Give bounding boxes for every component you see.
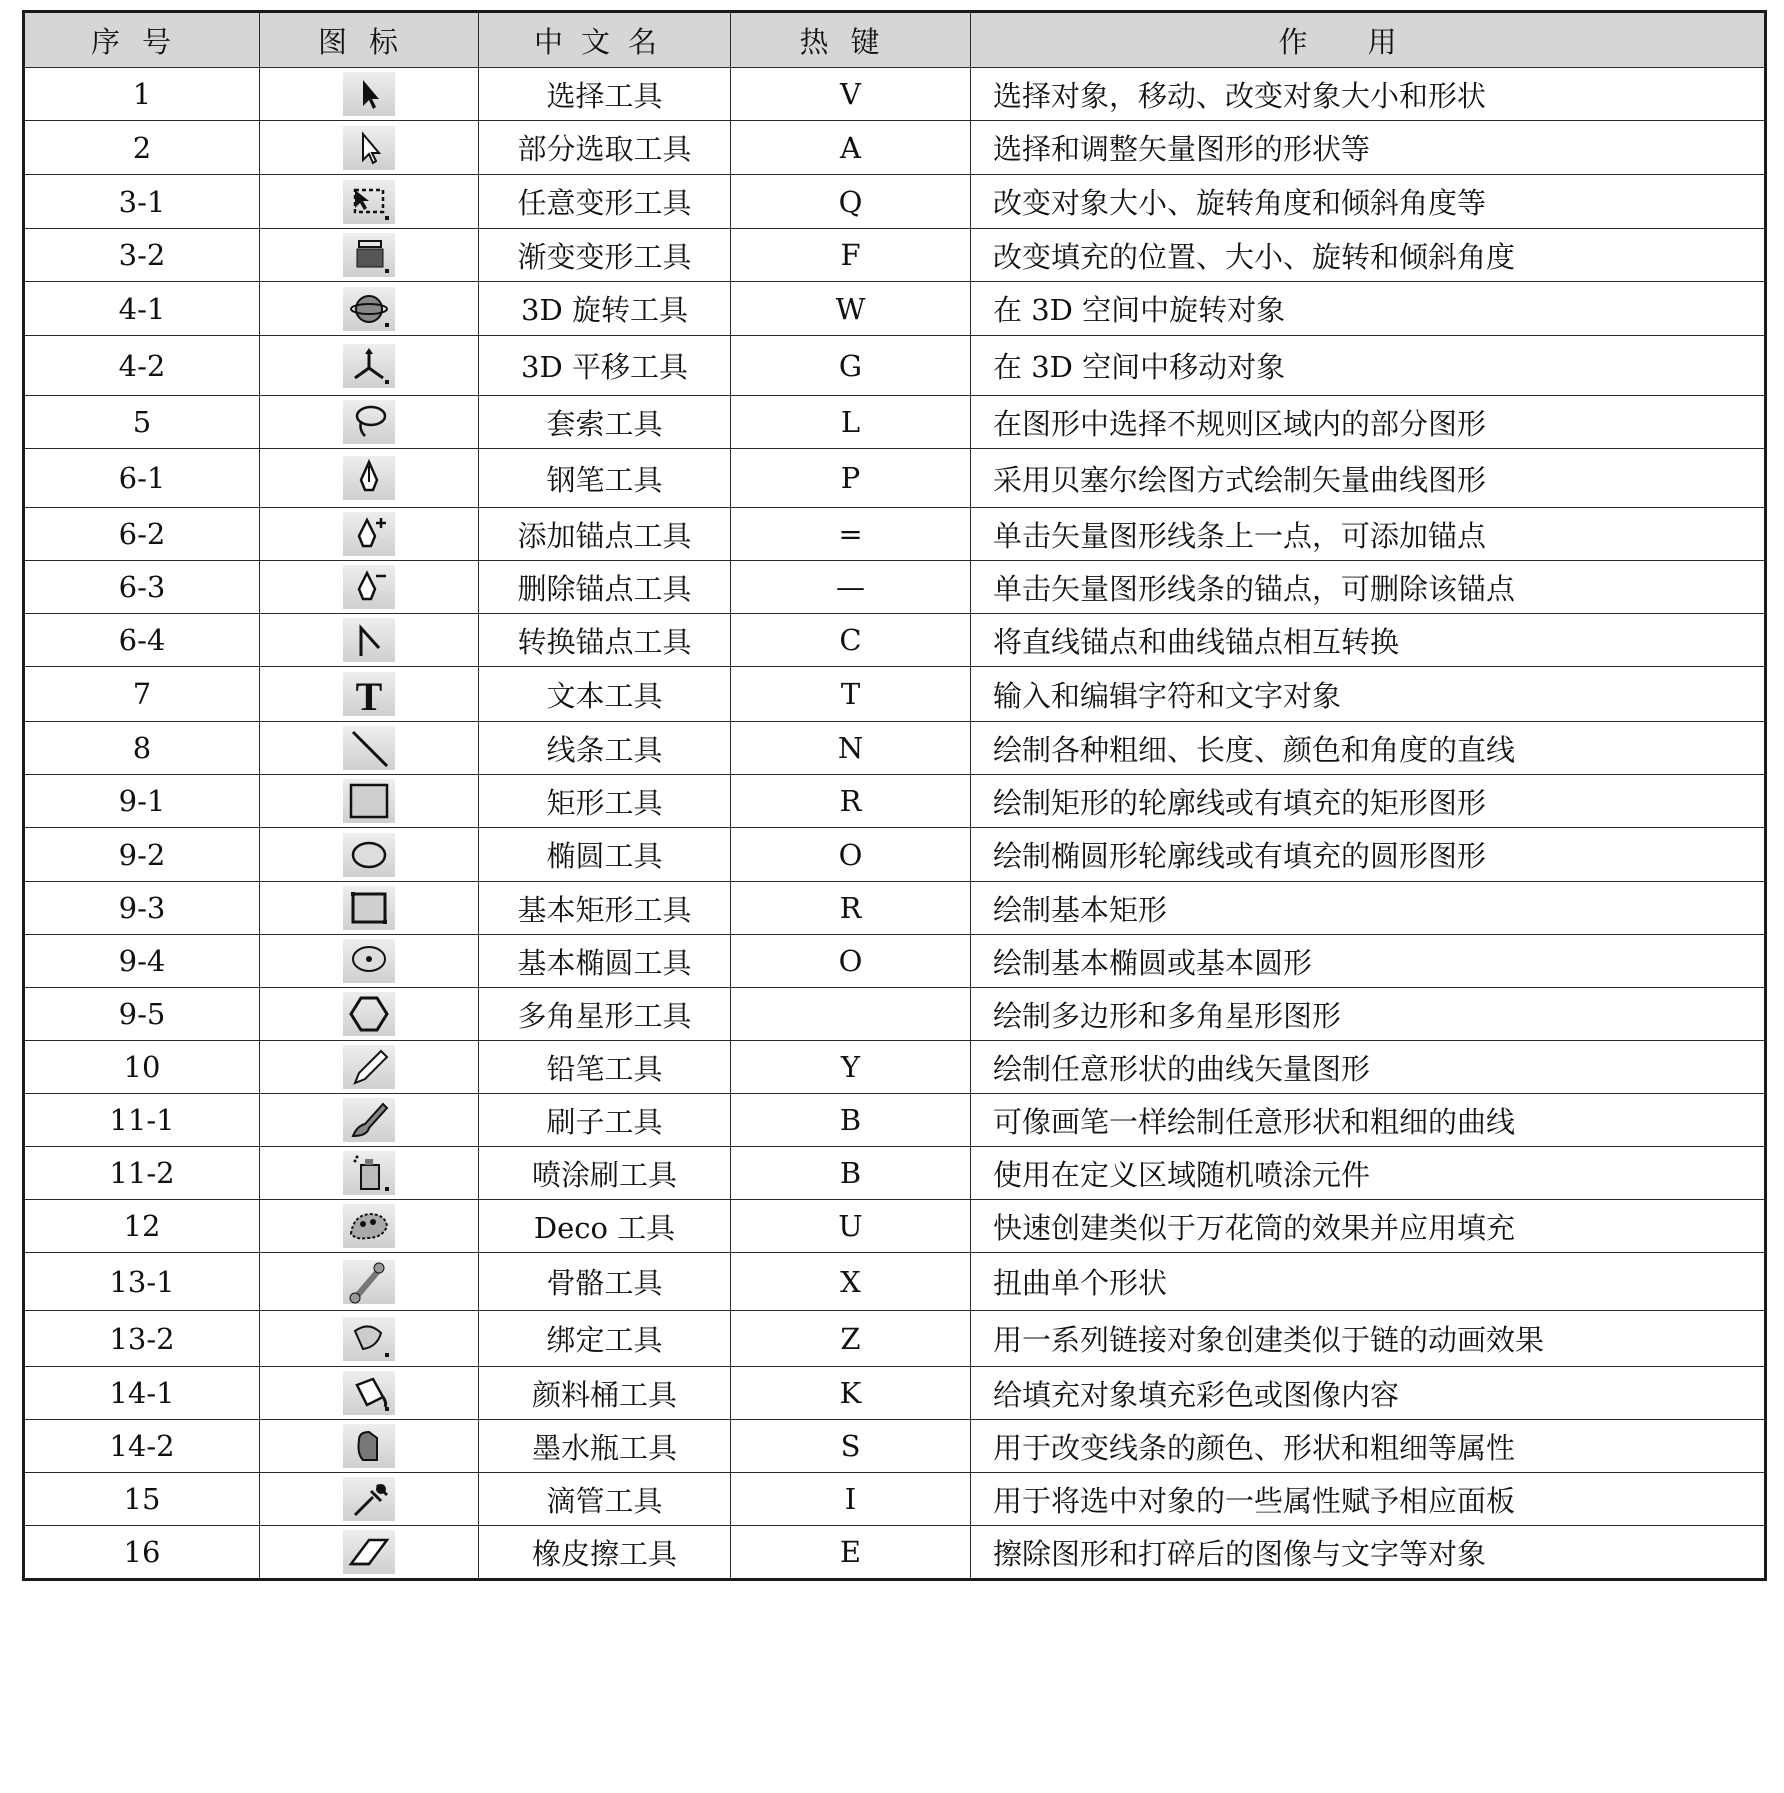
cell-tool-name: 钢笔工具 xyxy=(479,449,731,508)
cell-description: 用一系列链接对象创建类似于链的动画效果 xyxy=(971,1311,1766,1367)
cell-icon xyxy=(260,229,479,282)
cell-icon xyxy=(260,1367,479,1420)
cell-tool-name: 矩形工具 xyxy=(479,775,731,828)
cell-description: 改变对象大小、旋转角度和倾斜角度等 xyxy=(971,175,1766,229)
cell-number: 2 xyxy=(24,121,260,175)
table-row xyxy=(24,775,1766,828)
cell-hotkey: S xyxy=(731,1420,971,1473)
cell-tool-name: 删除锚点工具 xyxy=(479,561,731,614)
cell-icon xyxy=(260,935,479,988)
cell-icon xyxy=(260,722,479,775)
cell-tool-name: 墨水瓶工具 xyxy=(479,1420,731,1473)
cell-number: 11-2 xyxy=(24,1147,260,1200)
header-name: 中文名 xyxy=(479,12,731,68)
cell-number: 14-1 xyxy=(24,1367,260,1420)
3d-rotation-tool-icon xyxy=(343,287,395,331)
cell-tool-name: 3D 平移工具 xyxy=(479,336,731,396)
cell-hotkey: B xyxy=(731,1147,971,1200)
cell-number: 5 xyxy=(24,396,260,449)
cell-hotkey: C xyxy=(731,614,971,667)
cell-description: 绘制多边形和多角星形图形 xyxy=(971,988,1766,1041)
svg-text:T: T xyxy=(355,674,383,716)
cell-hotkey: L xyxy=(731,396,971,449)
cell-tool-name: 线条工具 xyxy=(479,722,731,775)
cell-description: 绘制基本矩形 xyxy=(971,882,1766,935)
table-row xyxy=(24,1420,1766,1473)
lasso-tool-icon xyxy=(343,400,395,444)
cell-icon xyxy=(260,988,479,1041)
table-row xyxy=(24,1094,1766,1147)
cell-description: 绘制任意形状的曲线矢量图形 xyxy=(971,1041,1766,1094)
table-row xyxy=(24,1473,1766,1526)
cell-icon xyxy=(260,396,479,449)
table-row xyxy=(24,722,1766,775)
cell-icon xyxy=(260,1041,479,1094)
bind-tool-icon xyxy=(343,1317,395,1361)
cell-icon xyxy=(260,1200,479,1253)
table-row xyxy=(24,68,1766,121)
cell-description: 改变填充的位置、大小、旋转和倾斜角度 xyxy=(971,229,1766,282)
cell-description: 快速创建类似于万花筒的效果并应用填充 xyxy=(971,1200,1766,1253)
cell-hotkey: R xyxy=(731,775,971,828)
cell-hotkey: X xyxy=(731,1253,971,1311)
table-row xyxy=(24,508,1766,561)
cell-hotkey: W xyxy=(731,282,971,336)
cell-tool-name: 椭圆工具 xyxy=(479,828,731,882)
header-hotkey: 热键 xyxy=(731,12,971,68)
paint-bucket-tool-icon xyxy=(343,1371,395,1415)
cell-description: 用于将选中对象的一些属性赋予相应面板 xyxy=(971,1473,1766,1526)
table-row xyxy=(24,882,1766,935)
cell-number: 6-4 xyxy=(24,614,260,667)
cell-tool-name: 选择工具 xyxy=(479,68,731,121)
cell-number: 9-5 xyxy=(24,988,260,1041)
table-row xyxy=(24,282,1766,336)
header-icon: 图标 xyxy=(260,12,479,68)
subselection-tool-icon xyxy=(343,126,395,170)
cell-number: 4-2 xyxy=(24,336,260,396)
cell-hotkey xyxy=(731,988,971,1041)
oval-tool-icon xyxy=(343,833,395,877)
cell-number: 3-1 xyxy=(24,175,260,229)
cell-icon xyxy=(260,561,479,614)
cell-icon xyxy=(260,667,479,722)
cell-description: 输入和编辑字符和文字对象 xyxy=(971,667,1766,722)
cell-description: 将直线锚点和曲线锚点相互转换 xyxy=(971,614,1766,667)
cell-icon xyxy=(260,121,479,175)
free-transform-tool-icon xyxy=(343,180,395,224)
header-row xyxy=(24,12,1766,68)
cell-tool-name: 滴管工具 xyxy=(479,1473,731,1526)
cell-tool-name: 基本椭圆工具 xyxy=(479,935,731,988)
bone-tool-icon xyxy=(343,1260,395,1304)
tools-table xyxy=(22,10,1767,1581)
cell-number: 7 xyxy=(24,667,260,722)
cell-number: 9-1 xyxy=(24,775,260,828)
cell-tool-name: 任意变形工具 xyxy=(479,175,731,229)
cell-icon xyxy=(260,1473,479,1526)
cell-icon xyxy=(260,1526,479,1580)
delete-anchor-point-tool-icon xyxy=(343,565,395,609)
table-row xyxy=(24,1367,1766,1420)
cell-hotkey: R xyxy=(731,882,971,935)
cell-number: 9-2 xyxy=(24,828,260,882)
table-row xyxy=(24,449,1766,508)
cell-description: 单击矢量图形线条的锚点，可删除该锚点 xyxy=(971,561,1766,614)
selection-tool-icon xyxy=(343,72,395,116)
convert-anchor-point-tool-icon xyxy=(343,618,395,662)
cell-description: 绘制各种粗细、长度、颜色和角度的直线 xyxy=(971,722,1766,775)
cell-hotkey: Q xyxy=(731,175,971,229)
cell-icon xyxy=(260,828,479,882)
cell-hotkey: Z xyxy=(731,1311,971,1367)
polystar-tool-icon xyxy=(343,992,395,1036)
cell-number: 13-1 xyxy=(24,1253,260,1311)
cell-description: 绘制椭圆形轮廓线或有填充的圆形图形 xyxy=(971,828,1766,882)
cell-description: 用于改变线条的颜色、形状和粗细等属性 xyxy=(971,1420,1766,1473)
cell-tool-name: 绑定工具 xyxy=(479,1311,731,1367)
text-tool-icon xyxy=(343,672,395,716)
cell-number: 12 xyxy=(24,1200,260,1253)
header-description: 作用 xyxy=(971,12,1766,68)
table-row xyxy=(24,667,1766,722)
cell-tool-name: 多角星形工具 xyxy=(479,988,731,1041)
cell-number: 6-2 xyxy=(24,508,260,561)
cell-description: 给填充对象填充彩色或图像内容 xyxy=(971,1367,1766,1420)
cell-number: 16 xyxy=(24,1526,260,1580)
deco-tool-icon xyxy=(343,1204,395,1248)
cell-description: 使用在定义区域随机喷涂元件 xyxy=(971,1147,1766,1200)
cell-number: 6-1 xyxy=(24,449,260,508)
table-row xyxy=(24,828,1766,882)
cell-hotkey: I xyxy=(731,1473,971,1526)
table-row xyxy=(24,1253,1766,1311)
cell-tool-name: 刷子工具 xyxy=(479,1094,731,1147)
gradient-transform-tool-icon xyxy=(343,233,395,277)
eraser-tool-icon xyxy=(343,1530,395,1574)
cell-tool-name: 基本矩形工具 xyxy=(479,882,731,935)
cell-tool-name: 渐变变形工具 xyxy=(479,229,731,282)
cell-hotkey: G xyxy=(731,336,971,396)
cell-description: 在图形中选择不规则区域内的部分图形 xyxy=(971,396,1766,449)
cell-tool-name: 橡皮擦工具 xyxy=(479,1526,731,1580)
table-row xyxy=(24,175,1766,229)
cell-number: 14-2 xyxy=(24,1420,260,1473)
table-body xyxy=(24,68,1766,1580)
table-row xyxy=(24,121,1766,175)
table-row xyxy=(24,1147,1766,1200)
table-row xyxy=(24,935,1766,988)
cell-tool-name: 套索工具 xyxy=(479,396,731,449)
cell-hotkey: F xyxy=(731,229,971,282)
cell-number: 13-2 xyxy=(24,1311,260,1367)
cell-icon xyxy=(260,882,479,935)
rectangle-tool-icon xyxy=(343,779,395,823)
cell-hotkey: — xyxy=(731,561,971,614)
cell-hotkey: N xyxy=(731,722,971,775)
cell-number: 9-4 xyxy=(24,935,260,988)
cell-number: 4-1 xyxy=(24,282,260,336)
cell-description: 在 3D 空间中移动对象 xyxy=(971,336,1766,396)
tool-table-container xyxy=(22,10,1764,1581)
cell-icon xyxy=(260,1147,479,1200)
table-row xyxy=(24,1041,1766,1094)
cell-description: 可像画笔一样绘制任意形状和粗细的曲线 xyxy=(971,1094,1766,1147)
cell-icon xyxy=(260,1420,479,1473)
cell-tool-name: 铅笔工具 xyxy=(479,1041,731,1094)
cell-tool-name: 转换锚点工具 xyxy=(479,614,731,667)
table-row xyxy=(24,336,1766,396)
cell-hotkey: A xyxy=(731,121,971,175)
cell-description: 采用贝塞尔绘图方式绘制矢量曲线图形 xyxy=(971,449,1766,508)
cell-tool-name: 骨骼工具 xyxy=(479,1253,731,1311)
table-row xyxy=(24,396,1766,449)
cell-hotkey: E xyxy=(731,1526,971,1580)
cell-number: 10 xyxy=(24,1041,260,1094)
table-row xyxy=(24,229,1766,282)
table-row xyxy=(24,1311,1766,1367)
pen-tool-icon xyxy=(343,456,395,500)
cell-number: 3-2 xyxy=(24,229,260,282)
cell-tool-name: 文本工具 xyxy=(479,667,731,722)
cell-icon xyxy=(260,282,479,336)
cell-description: 单击矢量图形线条上一点，可添加锚点 xyxy=(971,508,1766,561)
cell-hotkey: = xyxy=(731,508,971,561)
cell-description: 选择对象，移动、改变对象大小和形状 xyxy=(971,68,1766,121)
table-row xyxy=(24,561,1766,614)
cell-icon xyxy=(260,508,479,561)
cell-hotkey: V xyxy=(731,68,971,121)
cell-icon xyxy=(260,68,479,121)
pencil-tool-icon xyxy=(343,1045,395,1089)
cell-tool-name: 喷涂刷工具 xyxy=(479,1147,731,1200)
table-row xyxy=(24,1200,1766,1253)
cell-description: 擦除图形和打碎后的图像与文字等对象 xyxy=(971,1526,1766,1580)
cell-number: 8 xyxy=(24,722,260,775)
cell-number: 1 xyxy=(24,68,260,121)
cell-description: 选择和调整矢量图形的形状等 xyxy=(971,121,1766,175)
cell-tool-name: Deco 工具 xyxy=(479,1200,731,1253)
cell-description: 绘制基本椭圆或基本圆形 xyxy=(971,935,1766,988)
rectangle-primitive-tool-icon xyxy=(343,886,395,930)
table-row xyxy=(24,988,1766,1041)
cell-hotkey: P xyxy=(731,449,971,508)
cell-icon xyxy=(260,1253,479,1311)
cell-hotkey: O xyxy=(731,935,971,988)
table-row xyxy=(24,1526,1766,1580)
line-tool-icon xyxy=(343,726,395,770)
cell-description: 扭曲单个形状 xyxy=(971,1253,1766,1311)
cell-number: 11-1 xyxy=(24,1094,260,1147)
cell-tool-name: 3D 旋转工具 xyxy=(479,282,731,336)
eyedropper-tool-icon xyxy=(343,1477,395,1521)
cell-hotkey: U xyxy=(731,1200,971,1253)
header-number: 序号 xyxy=(24,12,260,68)
cell-hotkey: B xyxy=(731,1094,971,1147)
cell-hotkey: K xyxy=(731,1367,971,1420)
cell-icon xyxy=(260,336,479,396)
cell-icon xyxy=(260,614,479,667)
cell-number: 6-3 xyxy=(24,561,260,614)
cell-tool-name: 添加锚点工具 xyxy=(479,508,731,561)
cell-icon xyxy=(260,1094,479,1147)
cell-description: 在 3D 空间中旋转对象 xyxy=(971,282,1766,336)
brush-tool-icon xyxy=(343,1098,395,1142)
cell-number: 9-3 xyxy=(24,882,260,935)
add-anchor-point-tool-icon xyxy=(343,512,395,556)
cell-icon xyxy=(260,775,479,828)
cell-icon xyxy=(260,1311,479,1367)
cell-hotkey: Y xyxy=(731,1041,971,1094)
cell-icon xyxy=(260,175,479,229)
oval-primitive-tool-icon xyxy=(343,939,395,983)
cell-tool-name: 颜料桶工具 xyxy=(479,1367,731,1420)
cell-tool-name: 部分选取工具 xyxy=(479,121,731,175)
spray-brush-tool-icon xyxy=(343,1151,395,1195)
ink-bottle-tool-icon xyxy=(343,1424,395,1468)
cell-number: 15 xyxy=(24,1473,260,1526)
cell-hotkey: T xyxy=(731,667,971,722)
cell-hotkey: O xyxy=(731,828,971,882)
cell-icon xyxy=(260,449,479,508)
3d-translation-tool-icon xyxy=(343,344,395,388)
table-row xyxy=(24,614,1766,667)
cell-description: 绘制矩形的轮廓线或有填充的矩形图形 xyxy=(971,775,1766,828)
